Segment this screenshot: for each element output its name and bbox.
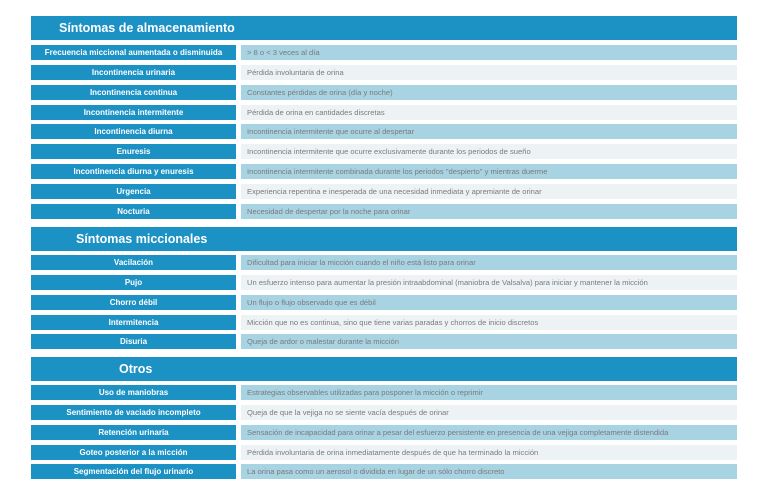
table-row [31, 204, 737, 219]
symptom-description: Sensación de incapacidad para orinar a pesar del esfuerzo persistente en presencia de una vejiga completamente distendida [241, 425, 737, 440]
symptom-description: Pérdida de orina en cantidades discretas [241, 105, 737, 120]
table-row [31, 295, 737, 310]
section-header-almacenamiento [31, 16, 737, 40]
symptom-description: Incontinencia intermitente que ocurre al despertar [241, 124, 737, 139]
symptom-description: Micción que no es continua, sino que tiene varias paradas y chorros de inicio discretos [241, 315, 737, 330]
section-title: Síntomas miccionales [76, 232, 208, 246]
symptom-term: Sentimiento de vaciado incompleto [31, 405, 236, 420]
symptom-term: Incontinencia continua [31, 85, 236, 100]
table-row [31, 184, 737, 199]
table-row [31, 445, 737, 460]
table-row [31, 334, 737, 349]
symptom-term: Retención urinaria [31, 425, 236, 440]
symptom-term: Incontinencia diurna y enuresis [31, 164, 236, 179]
symptom-term: Chorro débil [31, 295, 236, 310]
table-row [31, 425, 737, 440]
table-row [31, 275, 737, 290]
table-row [31, 164, 737, 179]
symptom-description: La orina pasa como un aerosol o dividida en lugar de un sólo chorro discreto [241, 464, 737, 479]
symptom-term: Disuria [31, 334, 236, 349]
symptom-description: Dificultad para iniciar la micción cuando el niño está listo para orinar [241, 255, 737, 270]
symptom-description: Un esfuerzo intenso para aumentar la presión intraabdominal (maniobra de Valsalva) para iniciar y mantener la micción [241, 275, 737, 290]
table-row [31, 385, 737, 400]
section-header-otros [31, 357, 737, 381]
table-row [31, 144, 737, 159]
symptom-term: Incontinencia urinaria [31, 65, 236, 80]
symptom-description: > 8 o < 3 veces al día [241, 45, 737, 60]
table-row [31, 315, 737, 330]
symptom-description: Incontinencia intermitente combinada durante los periodos "despierto" y mientras duerme [241, 164, 737, 179]
symptom-description: Queja de que la vejiga no se siente vacía después de orinar [241, 405, 737, 420]
symptom-term: Incontinencia diurna [31, 124, 236, 139]
table-row [31, 45, 737, 60]
symptom-description: Constantes pérdidas de orina (día y noche) [241, 85, 737, 100]
symptom-description: Necesidad de despertar por la noche para orinar [241, 204, 737, 219]
table-row [31, 405, 737, 420]
symptom-description: Estrategias observables utilizadas para posponer la micción o reprimir [241, 385, 737, 400]
table-row [31, 255, 737, 270]
table-row [31, 464, 737, 479]
section-title: Síntomas de almacenamiento [59, 21, 235, 35]
symptom-description: Pérdida involuntaria de orina inmediatamente después de que ha terminado la micción [241, 445, 737, 460]
symptom-term: Vacilación [31, 255, 236, 270]
table-row [31, 105, 737, 120]
symptom-term: Nocturia [31, 204, 236, 219]
section-title: Otros [119, 362, 153, 376]
symptom-term: Enuresis [31, 144, 236, 159]
symptom-description: Incontinencia intermitente que ocurre exclusivamente durante los periodos de sueño [241, 144, 737, 159]
symptom-term: Intermitencia [31, 315, 236, 330]
symptom-description: Un flujo o flujo observado que es débil [241, 295, 737, 310]
symptom-term: Urgencia [31, 184, 236, 199]
symptom-term: Goteo posterior a la micción [31, 445, 236, 460]
symptom-term: Pujo [31, 275, 236, 290]
symptom-term: Uso de maniobras [31, 385, 236, 400]
table-row [31, 85, 737, 100]
symptom-term: Incontinencia intermitente [31, 105, 236, 120]
symptom-term: Segmentación del flujo urinario [31, 464, 236, 479]
section-header-miccionales [31, 227, 737, 251]
symptom-description: Experiencia repentina e inesperada de una necesidad inmediata y apremiante de orinar [241, 184, 737, 199]
table-row [31, 124, 737, 139]
symptom-description: Queja de ardor o malestar durante la micción [241, 334, 737, 349]
table-row [31, 65, 737, 80]
symptom-description: Pérdida involuntaria de orina [241, 65, 737, 80]
symptom-term: Frecuencia miccional aumentada o disminuida [31, 45, 236, 60]
